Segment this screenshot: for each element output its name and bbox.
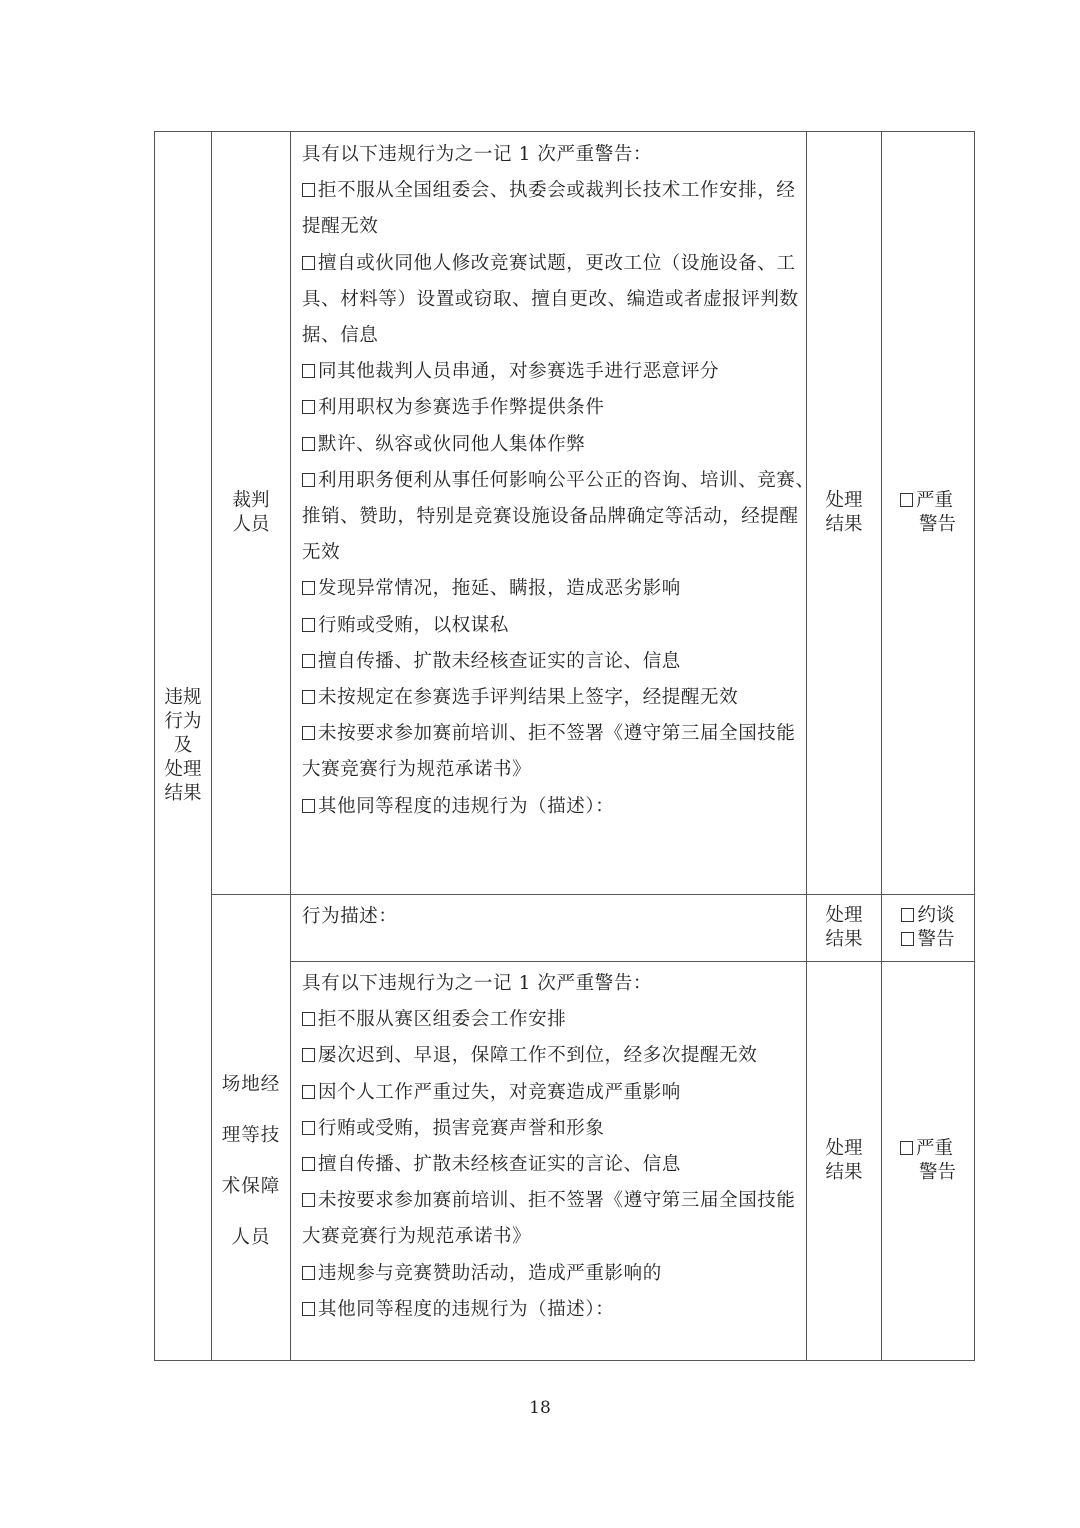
referee-violation-item [302,680,802,716]
violation-table [154,131,975,1361]
checkbox-icon[interactable] [302,1302,315,1316]
tech-role-line: 场地经 [221,1073,281,1095]
behavior-description-label: 行为描述： [302,906,398,927]
page-number: 18 [529,1398,551,1418]
referee-violation-item [302,608,802,644]
checkbox-icon[interactable] [302,364,315,378]
item-text-line: 无效 [302,542,341,564]
result-option-line: 严重 [900,1137,956,1161]
item-text-line: 屡次迟到、早退，保障工作不到位，经多次提醒无效 [302,1038,802,1074]
referee-role-line: 裁判 [232,489,270,511]
checkbox-icon[interactable] [302,183,315,197]
referee-violation-item [302,571,802,607]
section-label-line: 违规 [164,687,202,708]
tech-role-line: 人员 [231,1226,271,1248]
tech-violation-item [302,1038,802,1074]
tech-role-label [212,961,290,1360]
checkbox-icon[interactable] [302,581,315,595]
result-label-line: 处理 [825,1137,863,1159]
tech-violation-item [302,1111,802,1147]
checkbox-icon[interactable] [302,437,315,451]
item-text-line: 推销、赞助，特别是竞赛设施设备品牌确定等活动，经提醒 [302,506,799,528]
section-label-line: 行为 [164,711,202,732]
tech-result-label [807,961,881,1360]
checkbox-icon[interactable] [302,473,315,487]
checkbox-icon[interactable] [302,256,315,270]
section-label-line: 结果 [164,783,202,804]
item-text-line: 违规参与竞赛赞助活动，造成严重影响的 [302,1256,802,1292]
checkbox-icon[interactable] [302,1085,315,1099]
item-text-line: 利用职权为参赛选手作弊提供条件 [302,390,802,426]
section-label-line: 处理 [164,759,202,780]
section-label [155,131,211,1361]
checkbox-icon[interactable] [302,1121,315,1135]
item-text-line: 擅自或伙同他人修改竞赛试题，更改工位（设施设备、工 [302,246,802,282]
tech-violation-item [302,1292,802,1328]
item-text-line: 擅自传播、扩散未经核查证实的言论、信息 [302,644,802,680]
referee-violation-item [302,173,802,245]
item-text-line: 行贿或受贿，以权谋私 [302,608,802,644]
tech-violation-item [302,1183,802,1255]
result-label-line: 处理 [825,905,863,926]
result-label-line: 结果 [825,929,863,950]
item-text-line: 拒不服从赛区组委会工作安排 [302,1002,802,1038]
tech-violation-item [302,1075,802,1111]
tech-role-line: 理等技 [221,1124,281,1146]
section-label-line: 及 [173,735,193,756]
item-text-line: 利用职务便利从事任何影响公平公正的咨询、培训、竞赛、 [302,463,802,499]
checkbox-icon[interactable] [302,1266,315,1280]
item-text-line: 其他同等程度的违规行为（描述）： [302,789,802,825]
referee-result-option [882,131,974,894]
referee-intro: 具有以下违规行为之一记 1 次严重警告： [302,144,653,165]
tech-result-option [882,961,974,1360]
checkbox-icon[interactable] [302,400,315,414]
checkbox-icon[interactable] [302,1048,315,1062]
item-text-line: 行贿或受贿，损害竞赛声誉和形象 [302,1111,802,1147]
item-text-line: 同其他裁判人员串通，对参赛选手进行恶意评分 [302,354,802,390]
item-text-line: 大赛竞赛行为规范承诺书》 [302,759,532,781]
checkbox-icon[interactable] [901,932,914,946]
checkbox-icon[interactable] [302,726,315,740]
checkbox-icon[interactable] [302,1193,315,1207]
checkbox-icon[interactable] [302,618,315,632]
behavior-option: 警告 [901,928,954,952]
referee-violation-item [302,716,802,788]
tech-intro: 具有以下违规行为之一记 1 次严重警告： [302,973,653,994]
tech-violation-item [302,1147,802,1183]
referee-role-line: 人员 [232,513,270,535]
result-label-line: 处理 [825,489,863,511]
item-text-line: 未按规定在参赛选手评判结果上签字，经提醒无效 [302,680,802,716]
behavior-description [302,899,802,935]
tech-role-line: 术保障 [221,1175,281,1197]
result-option-line: 警告 [918,1161,956,1183]
checkbox-icon[interactable] [302,690,315,704]
referee-violation-item [302,390,802,426]
tech-violation-item [302,1002,802,1038]
result-label-line: 结果 [825,513,863,535]
referee-violation-list [302,137,815,825]
checkbox-icon[interactable] [302,654,315,668]
checkbox-icon[interactable] [302,1157,315,1171]
item-text-line: 发现异常情况，拖延、瞒报，造成恶劣影响 [302,571,802,607]
tech-violation-list [302,966,802,1328]
result-label-line: 结果 [825,1161,863,1183]
referee-violation-item [302,246,802,355]
item-text-line: 具、材料等）设置或窃取、擅自更改、编造或者虚报评判数 [302,288,799,310]
referee-violation-item [302,427,802,463]
referee-violation-item [302,789,802,825]
tech-violation-item [302,1256,802,1292]
item-text-line: 未按要求参加赛前培训、拒不签署《遵守第三届全国技能 [302,716,802,752]
item-text-line: 大赛竞赛行为规范承诺书》 [302,1226,532,1248]
checkbox-icon[interactable] [900,493,913,507]
item-text-line: 提醒无效 [302,216,379,238]
referee-result-label [807,131,881,894]
item-text-line: 擅自传播、扩散未经核查证实的言论、信息 [302,1147,802,1183]
result-option-line: 警告 [918,513,956,535]
item-text-line: 未按要求参加赛前培训、拒不签署《遵守第三届全国技能 [302,1183,802,1219]
item-text-line: 拒不服从全国组委会、执委会或裁判长技术工作安排，经 [302,173,802,209]
referee-violation-item [302,463,815,572]
item-text-line: 因个人工作严重过失，对竞赛造成严重影响 [302,1075,802,1111]
checkbox-icon[interactable] [901,908,914,922]
checkbox-icon[interactable] [302,1012,315,1026]
behavior-result-options [882,895,974,961]
referee-role-label [212,131,290,894]
checkbox-icon[interactable] [302,799,315,813]
result-option-line: 严重 [900,489,956,513]
item-text-line: 默许、纵容或伙同他人集体作弊 [302,427,802,463]
item-text-line: 其他同等程度的违规行为（描述）： [302,1292,802,1328]
item-text-line: 据、信息 [302,325,379,347]
referee-violation-item [302,644,802,680]
referee-violation-item [302,354,802,390]
checkbox-icon[interactable] [900,1141,913,1155]
behavior-option: 约谈 [901,904,954,928]
behavior-result-label [807,895,881,961]
